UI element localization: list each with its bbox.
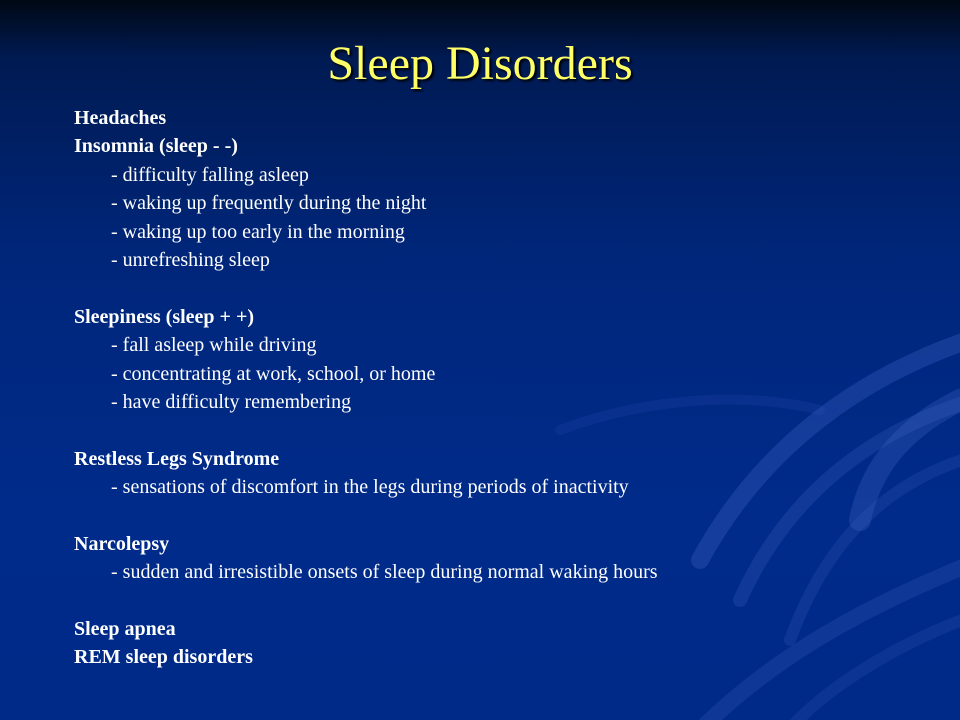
restless-legs-item: - sensations of discomfort in the legs during periods of inactivity — [111, 476, 629, 499]
spacer — [74, 416, 934, 444]
insomnia-item: - waking up too early in the morning — [111, 220, 405, 243]
insomnia-item: - unrefreshing sleep — [111, 248, 270, 271]
heading-sleep-apnea: Sleep apnea — [74, 618, 176, 641]
heading-restless-legs: Restless Legs Syndrome — [74, 447, 280, 470]
spacer — [74, 274, 934, 302]
sleepiness-item: - have difficulty remembering — [111, 390, 352, 413]
narcolepsy-item: - sudden and irresistible onsets of sleep during normal waking hours — [111, 561, 658, 584]
spacer — [74, 501, 934, 529]
insomnia-item: - waking up frequently during the night — [111, 192, 427, 215]
sleepiness-item: - fall asleep while driving — [111, 334, 317, 357]
heading-headaches: Headaches — [74, 107, 167, 129]
slide-title: Sleep Disorders — [327, 37, 633, 90]
heading-narcolepsy: Narcolepsy — [74, 532, 170, 555]
heading-sleepiness: Sleepiness (sleep + +) — [74, 305, 255, 328]
sleepiness-item: - concentrating at work, school, or home — [111, 362, 436, 385]
spacer — [74, 587, 934, 615]
insomnia-item: - difficulty falling asleep — [111, 163, 309, 186]
slide-body — [74, 104, 934, 672]
heading-rem-sleep-disorders: REM sleep disorders — [74, 646, 253, 669]
heading-insomnia: Insomnia (sleep - -) — [74, 135, 238, 158]
